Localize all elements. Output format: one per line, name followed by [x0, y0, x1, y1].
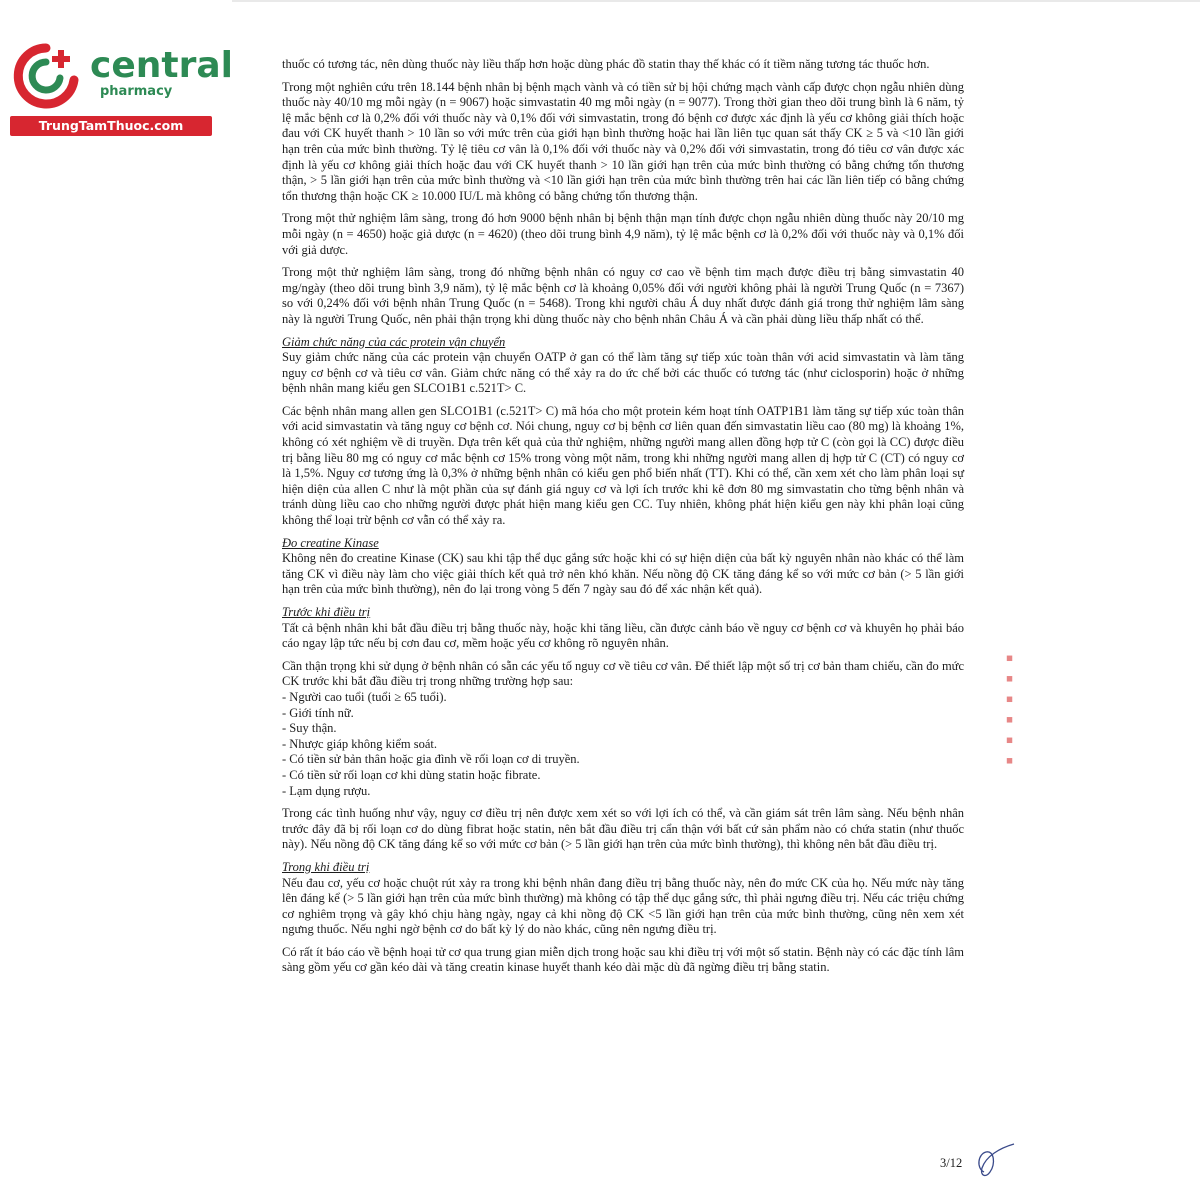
paragraph: Trong các tình huống như vậy, nguy cơ điều trị nên được xem xét so với lợi ích có thể, và cần giám sát trên lâm sàng. Nếu bệnh nhân trước đây đã bị rối loạn cơ do dùng fibrat hoặc statin, nên bắt đầu điều trị cẩn thận với bất cứ sản phẩm nào có chứa statin (như thuốc này). Nếu nồng độ CK tăng đáng kể so với mức cơ bản (> 5 lần giới hạn trên của mức bình thường), thì không nên bắt đầu điều trị. — [282, 806, 964, 852]
paragraph: Cần thận trọng khi sử dụng ở bệnh nhân có sẵn các yếu tố nguy cơ về tiêu cơ vân. Để thiết lập một số trị cơ bản tham chiếu, cần đo mức CK trước khi bắt đầu điều trị trong những trường hợp sau: — [282, 658, 964, 689]
paragraph: Có rất ít báo cáo về bệnh hoại tử cơ qua trung gian miễn dịch trong hoặc sau khi điều trị với một số statin. Bệnh này có các đặc tính lâm sàng gồm yếu cơ gần kéo dài và tăng creatin kinase huyết thanh kéo dài mặc dù đã ngừng điều trị bằng statin. — [282, 944, 964, 975]
top-border — [232, 0, 1200, 2]
logo-sub-text: pharmacy — [100, 84, 173, 99]
paragraph: Không nên đo creatine Kinase (CK) sau khi tập thể dục gắng sức hoặc khi có sự hiện diện của bất kỳ nguyên nhân nào khác có thể làm tăng CK vì điều này làm cho việc giải thích kết quả trở nên khó khăn. Nếu nồng độ CK tăng đáng kể so với mức cơ bản (> 5 lần giới hạn trên của mức bình thường), nên đo lại trong vòng 5 đến 7 ngày sau đó để xác nhận kết quả). — [282, 551, 964, 597]
central-pharmacy-logo[interactable] — [10, 36, 233, 136]
paragraph: Tất cả bệnh nhân khi bắt đầu điều trị bằng thuốc này, hoặc khi tăng liều, cần được cảnh báo về nguy cơ bệnh cơ và khuyên họ phải báo cáo ngay lập tức nếu bị cơn đau cơ, mềm hoặc yếu cơ không rõ nguyên nhân. — [282, 620, 964, 651]
list-item: - Có tiền sử rối loạn cơ khi dùng statin hoặc fibrate. — [282, 767, 541, 782]
pharmacy-cross-logo-icon — [10, 40, 82, 112]
paragraph: Suy giảm chức năng của các protein vận chuyển OATP ở gan có thể làm tăng sự tiếp xúc toàn thân với acid simvastatin và làm tăng nguy cơ bệnh cơ và tiêu cơ vân. Giảm chức năng có thể xảy ra do ức chế bởi các thuốc có tương tác (như ciclosporin) hoặc ở những bệnh nhân mang kiểu gen SLCO1B1 c.521T> C. — [282, 350, 964, 396]
paragraph: Trong một thử nghiệm lâm sàng, trong đó hơn 9000 bệnh nhân bị bệnh thận mạn tính được chọn ngẫu nhiên dùng thuốc này 20/10 mg mỗi ngày (n = 4650) hoặc giả dược (n = 4620) (theo dõi trung bình 4,9 năm), tỷ lệ mắc bệnh cơ là 0,2% đối với thuốc này và 0,1% đối với giả dược. — [282, 211, 964, 257]
paragraph: thuốc có tương tác, nên dùng thuốc này liều thấp hơn hoặc dùng phác đồ statin thay thế khác có ít tiềm năng tương tác thuốc hơn. — [282, 57, 930, 71]
section-heading-during-treatment: Trong khi điều trị — [282, 859, 370, 874]
paragraph: Các bệnh nhân mang allen gen SLCO1B1 (c.521T> C) mã hóa cho một protein kém hoạt tính OATP1B1 làm tăng sự tiếp xúc toàn thân với acid simvastatin và tăng nguy cơ bệnh cơ. Nói chung, nguy cơ bị bệnh cơ liên quan đến simvastatin liều cao (80 mg) là khoảng 1%, không có xét nghiệm về di truyền. Dựa trên kết quả của thử nghiệm, những người mang allen đồng hợp tử C (còn gọi là CC) được điều trị bằng liều 80 mg có nguy cơ mắc bệnh cơ 15% trong vòng một năm, trong khi những người mang allen dị hợp tử C (CT) có nguy cơ là 1,5%. Nguy cơ tương ứng là 0,3% ở những bệnh nhân có kiểu gen phổ biến nhất (TT). Khi có thể, cần xem xét cho làm phân loại sự hiện diện của allen C như là một phần của sự đánh giá nguy cơ và lợi ích trước khi kê đơn 80 mg simvastatin cho từng bệnh nhân và tránh dùng liều cao cho những người được phát hiện mang kiểu gen CC. Tuy nhiên, không phát hiện kiểu gen này khi phân loại cũng không thể loại trừ bệnh cơ vẫn có thể xảy ra. — [282, 403, 964, 528]
section-heading-before-treatment: Trước khi điều trị — [282, 605, 371, 619]
paragraph: Trong một thử nghiệm lâm sàng, trong đó những bệnh nhân có nguy cơ cao về bệnh tim mạch được điều trị bằng simvastatin 40 mg/ngày (theo dõi trung bình 3,9 năm), tỷ lệ mắc bệnh cơ là khoảng 0,05% đối với người không phải là người Trung Quốc (n = 7367) so với 0,24% đối với bệnh nhân Trung Quốc (n = 5468). Trong khi người châu Á duy nhất được đánh giá trong thử nghiệm lâm sàng này là người Trung Quốc, nên phải thận trọng khi dùng thuốc này cho bệnh nhân Châu Á và cần phải dùng liều thấp nhất có thể. — [282, 265, 964, 326]
list-item: - Lạm dụng rượu. — [282, 783, 371, 798]
list-item: - Nhược giáp không kiểm soát. — [282, 736, 438, 751]
logo-website-banner[interactable]: TrungTamThuoc.com — [10, 116, 212, 136]
logo-brand-text: central — [90, 45, 233, 86]
risk-factor-list — [282, 690, 964, 799]
section-heading-ck: Đo creatine Kinase — [282, 535, 379, 550]
section-heading-transport: Giảm chức năng của các protein vận chuyển — [282, 334, 506, 349]
red-stamp-mark: ▪ ▪ ▪ ▪ ▪ ▪ — [1003, 650, 1016, 768]
list-item: - Suy thận. — [282, 721, 337, 736]
list-item: - Giới tính nữ. — [282, 705, 354, 720]
list-item: - Người cao tuổi (tuổi ≥ 65 tuổi). — [282, 689, 447, 704]
signature-scribble-icon — [966, 1138, 1016, 1182]
document-body — [282, 57, 964, 983]
list-item: - Có tiền sử bản thân hoặc gia đình về rối loạn cơ di truyền. — [282, 752, 580, 767]
paragraph: Nếu đau cơ, yếu cơ hoặc chuột rút xảy ra trong khi bệnh nhân đang điều trị bằng thuốc này, nên đo mức CK của họ. Nếu mức này tăng lên đáng kể (> 5 lần giới hạn trên của mức bình thường) mà không có tập thể dục gắng sức, thì phải ngưng điều trị. Nếu các triệu chứng cơ nghiêm trọng và gây khó chịu hàng ngày, ngay cả khi nồng độ CK <5 lần giới hạn trên của mức bình thường, cũng nên xem xét ngưng thuốc. Nếu nghi ngờ bệnh cơ do bất kỳ lý do nào khác, cũng nên ngưng điều trị. — [282, 875, 964, 937]
page-number: 3/12 — [940, 1156, 963, 1170]
paragraph: Trong một nghiên cứu trên 18.144 bệnh nhân bị bệnh mạch vành và có tiền sử bị hội chứng mạch vành cấp được chọn ngẫu nhiên dùng thuốc này 40/10 mg mỗi ngày (n = 9067) hoặc simvastatin 40 mg mỗi ngày (n = 9077). Trong thời gian theo dõi trung bình là 6 năm, tỷ lệ mắc bệnh cơ là 0,2% đối với thuốc này và 0,1% đối với simvastatin, trong đó bệnh cơ được xác định là yếu cơ không giải thích hoặc đau với CK huyết thanh > 10 lần so với mức trên của giới hạn bình thường hoặc hai lần liên tục quan sát thấy CK ≥ 5 và <10 lần giới hạn trên của mức bình thường. Tỷ lệ tiêu cơ vân là 0,1% đối với thuốc này và 0,2% đối với simvastatin, trong đó tiêu cơ vân được xác định là yếu cơ không giải thích hoặc đau với CK huyết thanh > 10 lần giới hạn trên của mức bình thường có bằng chứng tổn thương thận, > 5 lần giới hạn trên của mức bình thường và <10 lần giới hạn trên của mức bình thường trên hai các lần liên tiếp có bằng chứng tổn thương thận hoặc CK ≥ 10.000 IU/L mà không có bằng chứng tổn thương thận. — [282, 79, 964, 203]
